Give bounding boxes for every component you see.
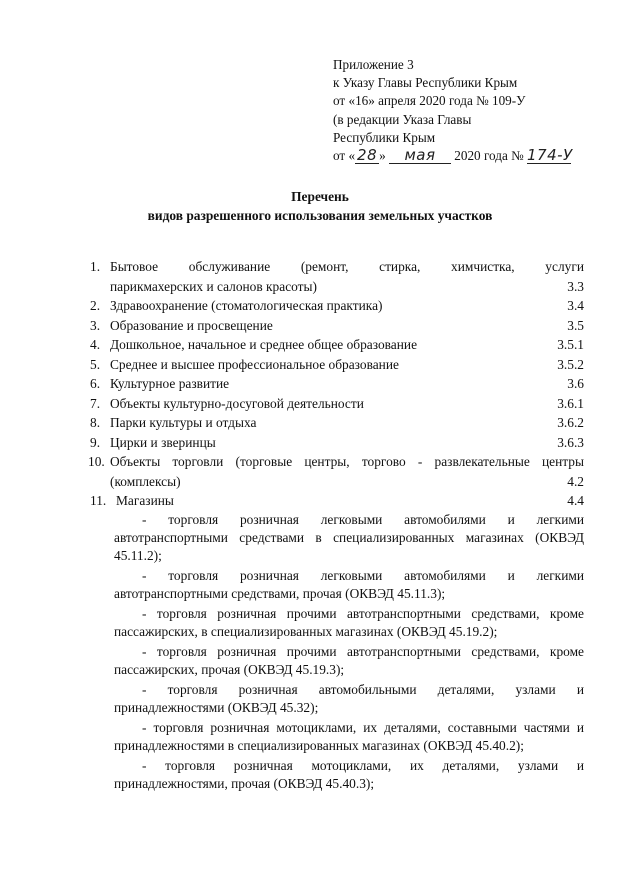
okved-subitem: - торговля розничная легковыми автомобилями и легкими автотранспортными средствами, прочая (ОКВЭД 45.11.3);	[114, 567, 584, 601]
header-line: Приложение 3	[333, 57, 414, 72]
header-date-year: 2020 года №	[450, 148, 527, 164]
document-title: Перечень	[291, 189, 349, 204]
list-item-code: 3.3	[567, 278, 584, 294]
list-item: 1. Бытовое обслуживание (ремонт, стирка, химчистка, услуги парикмахерских и салонов красоты) 3.3	[90, 257, 584, 296]
list-item-code: 3.6.3	[557, 434, 584, 450]
list-item: 9. Цирки и зверинцы 3.6.3	[90, 433, 584, 453]
list-item-text: Цирки и зверинцы	[110, 434, 216, 450]
list-item-text-cont: парикмахерских и салонов красоты)	[110, 278, 317, 294]
list-item: 7. Объекты культурно-досуговой деятельности 3.6.1	[90, 394, 584, 414]
list-item: 11. Магазины 4.4	[90, 491, 584, 511]
list-item-text: Парки культуры и отдыха	[110, 415, 257, 430]
list-item: 3. Образование и просвещение 3.5	[90, 316, 584, 336]
handwritten-month: мая	[404, 146, 436, 165]
list-item: 2. Здравоохранение (стоматологическая практика) 3.4	[90, 296, 584, 316]
list-item-code: 4.2	[567, 473, 584, 489]
okved-subitem: - торговля розничная мотоциклами, их деталями, узлами и принадлежностями, прочая (ОКВЭД 45.40.3);	[114, 757, 584, 791]
list-item-text-cont: (комплексы)	[110, 473, 181, 489]
header-date-prefix: от «	[333, 148, 356, 164]
list-item-text: Объекты торговли (торговые центры, торгово - развлекательные центры	[110, 454, 584, 469]
okved-subitem: - торговля розничная автомобильными деталями, узлами и принадлежностями (ОКВЭД 45.32);	[114, 681, 584, 715]
list-item-code: 3.6.1	[557, 395, 584, 411]
list-item-code: 3.6	[567, 376, 584, 391]
header-line: Республики Крым	[333, 129, 436, 145]
handwritten-day: 28	[357, 146, 378, 165]
document-subtitle: видов разрешенного использования земельных участков	[147, 208, 493, 223]
okved-subitem: - торговля розничная прочими автотранспортными средствами, кроме пассажирских, в специализированных магазинах (ОКВЭД 45.19.2);	[114, 605, 584, 639]
list-item-code: 3.5.2	[557, 356, 584, 372]
header-line: к Указу Главы Республики Крым	[333, 75, 518, 91]
list-item: 4. Дошкольное, начальное и среднее общее образование 3.5.1	[90, 335, 584, 355]
list-item-text: Образование и просвещение	[110, 317, 273, 333]
okved-subitem: - торговля розничная прочими автотранспортными средствами, кроме пассажирских, прочая (ОКВЭД 45.19.3);	[114, 643, 584, 677]
list-item-text: Бытовое обслуживание (ремонт, стирка, химчистка, услуги	[110, 259, 584, 274]
list-item-text: Культурное развитие	[110, 376, 230, 391]
handwritten-number: 174-У	[526, 146, 573, 165]
list-item-code: 3.5.1	[557, 337, 584, 352]
header-line: (в редакции Указа Главы	[333, 111, 472, 127]
okved-subitem: - торговля розничная легковыми автомобилями и легкими автотранспортными средствами в специализированных магазинах (ОКВЭД 45.11.2);	[114, 511, 584, 563]
list-item-code: 4.4	[567, 493, 584, 508]
list-item: 8. Парки культуры и отдыха 3.6.2	[90, 413, 584, 433]
header-line: от «16» апреля 2020 года № 109-У	[333, 93, 526, 109]
list-item-text: Здравоохранение (стоматологическая практика)	[110, 298, 383, 313]
list-item-text: Магазины	[116, 493, 174, 508]
list-item-code: 3.6.2	[557, 415, 584, 430]
list-item-text: Среднее и высшее профессиональное образование	[110, 356, 399, 372]
land-use-list	[90, 257, 584, 795]
list-item-code: 3.4	[567, 298, 584, 313]
list-item: 5. Среднее и высшее профессиональное образование 3.5.2	[90, 355, 584, 375]
list-item: 10. Объекты торговли (торговые центры, торгово - развлекательные центры (комплексы) 4.2	[88, 452, 584, 491]
list-item-text: Дошкольное, начальное и среднее общее образование	[110, 337, 418, 352]
header-amendment-date-line	[333, 147, 613, 165]
okved-sublist	[90, 511, 584, 793]
list-item-code: 3.5	[567, 317, 584, 333]
header-date-mid: »	[379, 148, 386, 164]
list-item: 6. Культурное развитие 3.6	[90, 374, 584, 394]
okved-subitem: - торговля розничная мотоциклами, их деталями, составными частями и принадлежностями в специализированных магазинах (ОКВЭД 45.40.2);	[114, 719, 584, 753]
list-item-text: Объекты культурно-досуговой деятельности	[110, 395, 364, 411]
appendix-header	[333, 56, 613, 165]
